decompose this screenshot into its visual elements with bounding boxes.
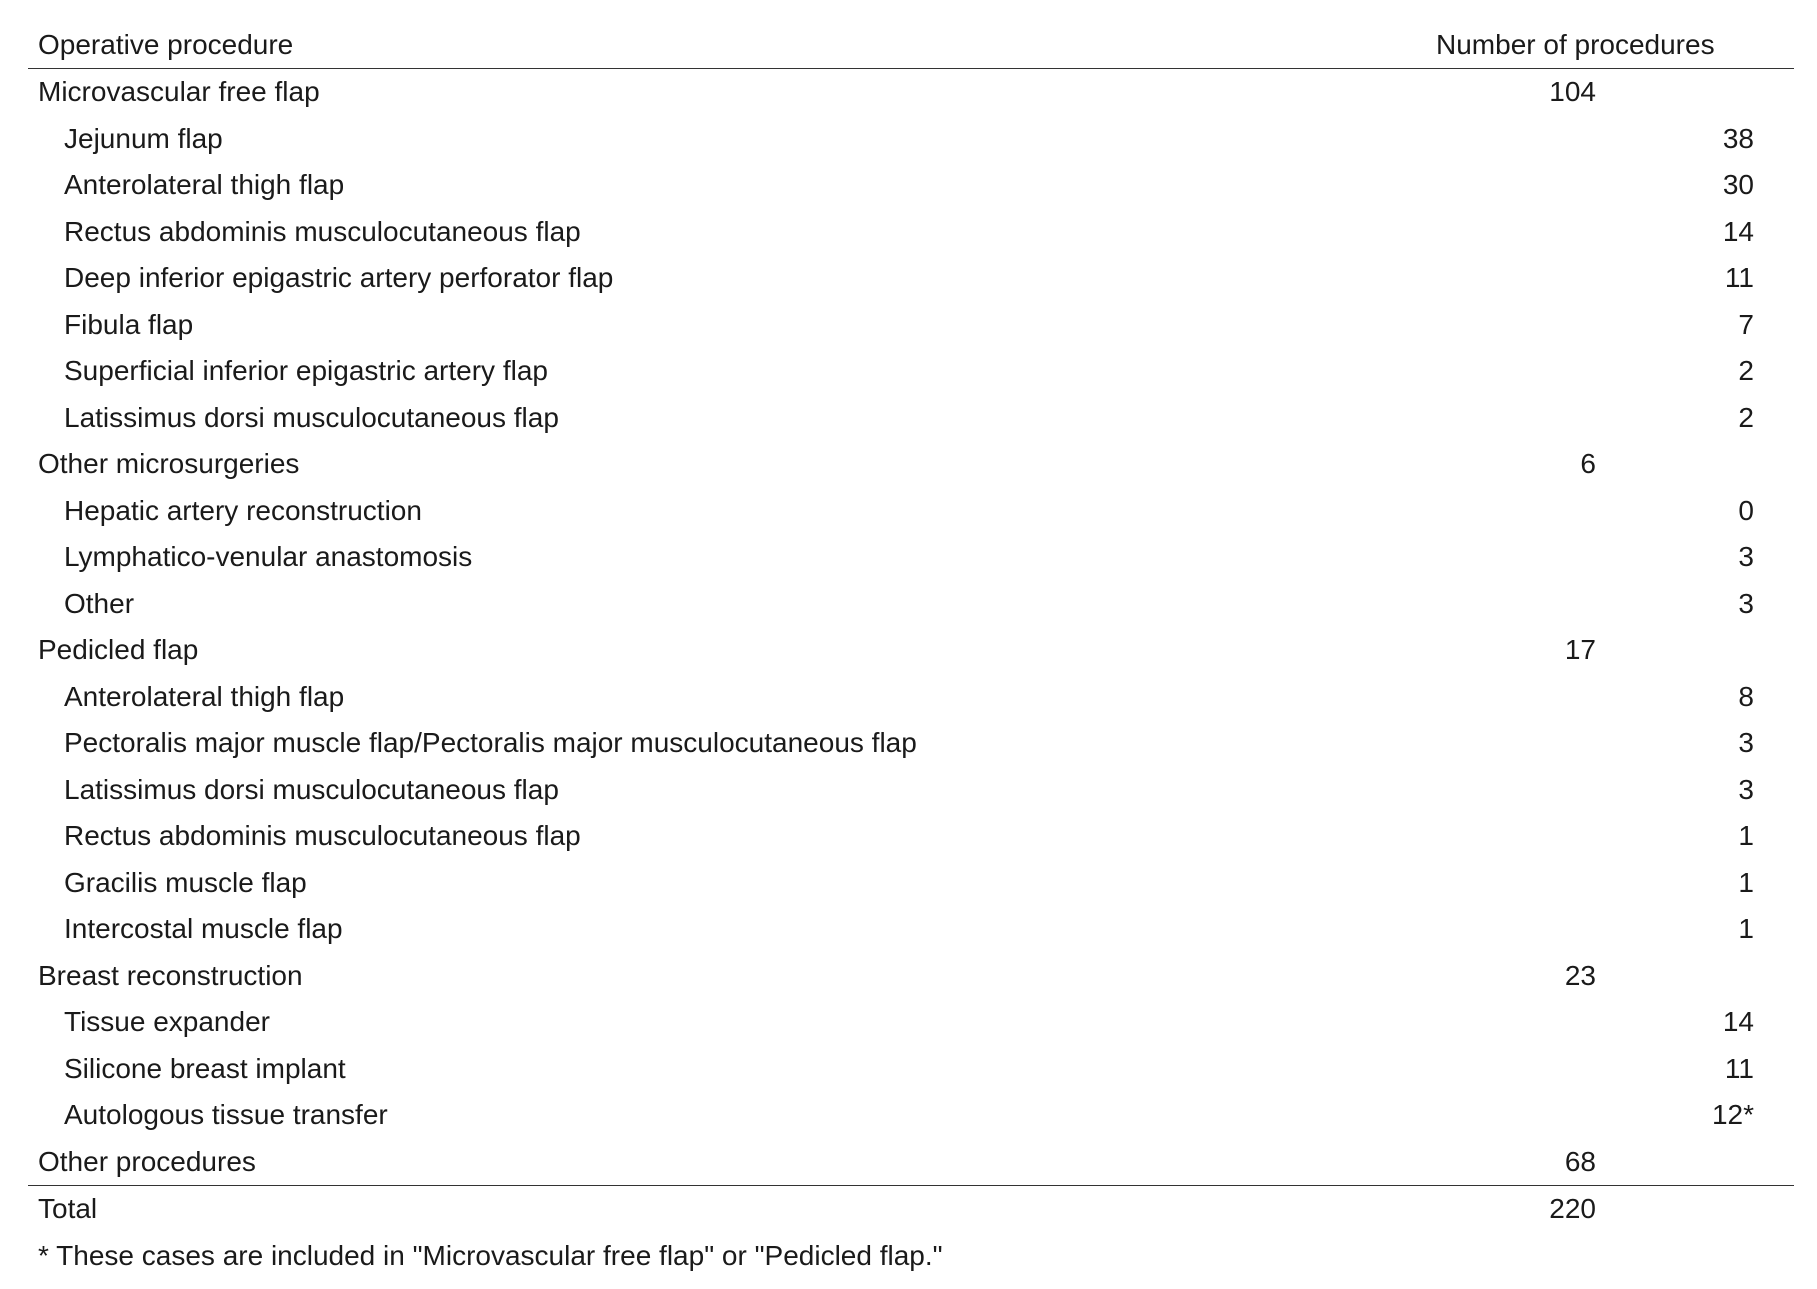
row-category-count: 6 <box>1580 448 1596 479</box>
table-row-subitem <box>28 395 1794 442</box>
row-label: Other <box>64 587 135 619</box>
row-label: Tissue expander <box>64 1006 270 1037</box>
procedures-table <box>28 22 1794 1279</box>
row-label: Other microsurgeries <box>38 448 300 479</box>
row-item-count: 3 <box>1738 773 1754 805</box>
table-row-subitem <box>28 255 1794 302</box>
table-row-subitem <box>28 162 1794 209</box>
row-item-count: 11 <box>1724 262 1754 293</box>
row-item-count: 12* <box>1711 1099 1754 1130</box>
table-row-subitem <box>28 116 1794 163</box>
table-row-category <box>28 441 1794 488</box>
table-row-subitem <box>28 348 1794 395</box>
row-label: Gracilis muscle flap <box>64 866 307 898</box>
row-item-count: 14 <box>1722 1006 1754 1037</box>
row-label: Anterolateral thigh flap <box>64 169 345 200</box>
row-label: Silicone breast implant <box>64 1052 346 1084</box>
total-row <box>28 1185 1794 1233</box>
total-value: 220 <box>1549 1193 1596 1224</box>
row-label: Autologous tissue transfer <box>64 1099 388 1130</box>
row-label: Microvascular free flap <box>38 76 320 107</box>
table-row-category <box>28 627 1794 674</box>
row-item-count: 2 <box>1738 355 1754 386</box>
row-label: Latissimus dorsi musculocutaneous flap <box>64 773 559 805</box>
table-row-subitem <box>28 860 1794 907</box>
row-item-count: 14 <box>1722 215 1754 247</box>
table-row-subitem <box>28 209 1794 256</box>
row-label: Rectus abdominis musculocutaneous flap <box>64 820 581 851</box>
row-label: Jejunum flap <box>64 122 223 154</box>
row-item-count: 30 <box>1722 169 1754 200</box>
row-label: Other procedures <box>38 1145 256 1177</box>
table-row-subitem <box>28 1046 1794 1093</box>
row-item-count: 1 <box>1738 866 1754 898</box>
table-row-category <box>28 69 1794 116</box>
row-item-count: 3 <box>1738 587 1754 619</box>
row-item-count: 3 <box>1738 541 1754 572</box>
row-item-count: 7 <box>1738 308 1754 340</box>
row-label: Lymphatico-venular anastomosis <box>64 541 473 572</box>
table-row-subitem <box>28 674 1794 721</box>
header-number-of-procedures: Number of procedures <box>1436 29 1715 60</box>
row-label: Pedicled flap <box>38 634 199 665</box>
table-row-subitem <box>28 1092 1794 1139</box>
row-label: Superficial inferior epigastric artery flap <box>64 355 548 386</box>
table-row-subitem <box>28 906 1794 953</box>
row-item-count: 3 <box>1738 727 1754 758</box>
row-label: Deep inferior epigastric artery perforator flap <box>64 262 614 293</box>
table-row-subitem <box>28 488 1794 535</box>
row-category-count: 17 <box>1564 634 1596 665</box>
table-row-subitem <box>28 534 1794 581</box>
table-row-subitem <box>28 999 1794 1046</box>
table-row-category <box>28 953 1794 1000</box>
row-category-count: 68 <box>1564 1145 1596 1177</box>
row-item-count: 11 <box>1724 1052 1754 1084</box>
table-body <box>28 69 1794 1185</box>
table-footnote: * These cases are included in "Microvascular free flap" or "Pedicled flap." <box>38 1239 943 1271</box>
row-label: Rectus abdominis musculocutaneous flap <box>64 215 581 247</box>
header-operative-procedure: Operative procedure <box>38 29 294 60</box>
row-item-count: 2 <box>1738 401 1754 433</box>
row-item-count: 0 <box>1738 494 1754 526</box>
row-label: Latissimus dorsi musculocutaneous flap <box>64 401 559 433</box>
total-label: Total <box>38 1193 98 1224</box>
table-row-subitem <box>28 302 1794 349</box>
row-label: Intercostal muscle flap <box>64 913 343 944</box>
table-header <box>28 22 1794 69</box>
table-row-subitem <box>28 767 1794 814</box>
row-category-count: 23 <box>1564 959 1596 991</box>
row-item-count: 1 <box>1738 913 1754 944</box>
row-label: Hepatic artery reconstruction <box>64 494 422 526</box>
row-item-count: 1 <box>1738 820 1754 851</box>
row-label: Anterolateral thigh flap <box>64 680 345 712</box>
table-row-subitem <box>28 581 1794 628</box>
row-item-count: 8 <box>1738 680 1754 712</box>
row-item-count: 38 <box>1722 122 1754 154</box>
row-label: Fibula flap <box>64 308 194 340</box>
table-row-subitem <box>28 813 1794 860</box>
row-category-count: 104 <box>1549 76 1596 107</box>
table-row-subitem <box>28 720 1794 767</box>
row-label: Breast reconstruction <box>38 959 303 991</box>
row-label: Pectoralis major muscle flap/Pectoralis major musculocutaneous flap <box>64 727 917 758</box>
table-row-category <box>28 1139 1794 1186</box>
